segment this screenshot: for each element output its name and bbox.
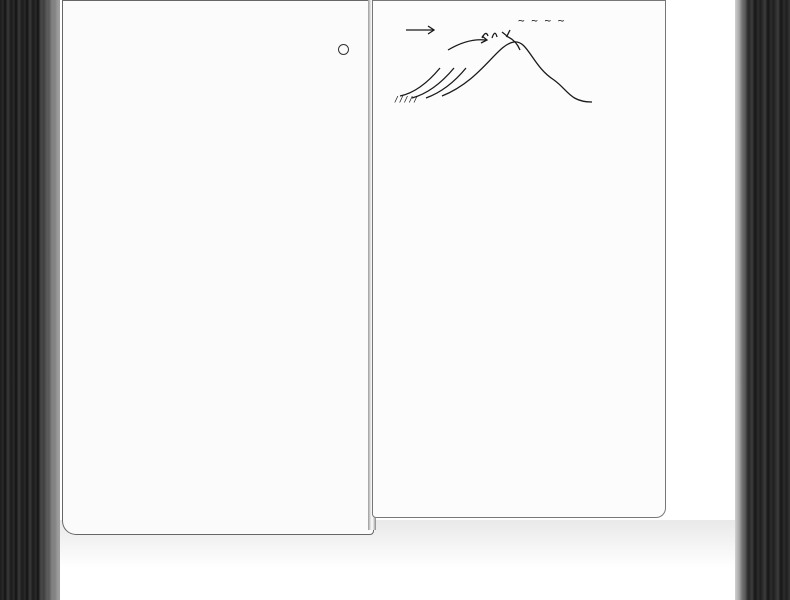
scan-edge-left	[0, 0, 60, 600]
fire-spread-arrows	[400, 68, 466, 98]
mountain-outline	[442, 42, 592, 102]
scan-edge-right	[735, 0, 790, 600]
left-notebook-page	[62, 0, 374, 535]
ember-arrow-head-icon	[502, 30, 510, 36]
spot-origin-sketch	[372, 10, 666, 105]
punch-hole-icon	[338, 44, 349, 55]
fire-flame-marks: /////	[394, 95, 419, 104]
right-notebook-page	[372, 0, 666, 518]
sketch-spots-scribble: ~ ~ ~ ~	[518, 14, 565, 27]
